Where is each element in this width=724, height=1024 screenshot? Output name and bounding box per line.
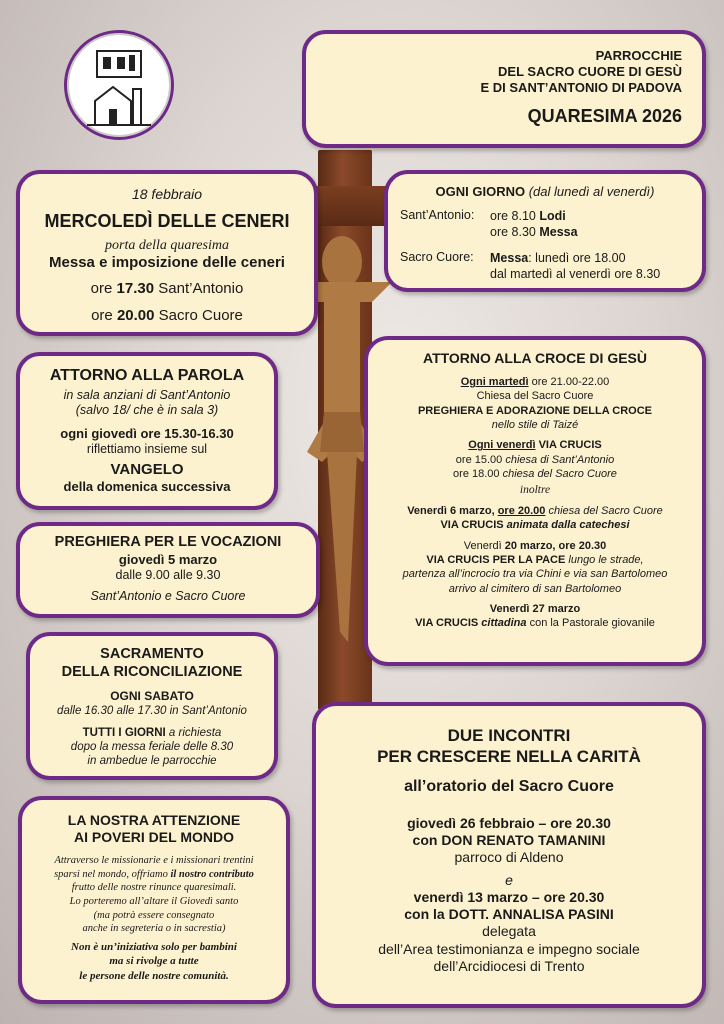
croce-v27-act xyxy=(368,616,702,630)
vocazioni-title: PREGHIERA PER LE VOCAZIONI xyxy=(54,534,282,550)
parola-line-4: riflettiamo insieme sul xyxy=(86,441,208,456)
croce-mar-style: nello stile di Taizé xyxy=(491,418,579,431)
sa-time-1 xyxy=(490,208,578,224)
sc-time-1-act: Messa xyxy=(490,251,529,265)
vocazioni-time: dalle 9.00 alle 9.30 xyxy=(115,567,221,582)
ceneri-place-1: Sant’Antonio xyxy=(158,280,244,298)
ceneri-schedule-2 xyxy=(20,307,314,325)
ceneri-title: MERCOLEDÌ DELLE CENERI xyxy=(44,211,290,232)
croce-martedi xyxy=(368,375,702,432)
croce-box xyxy=(364,336,706,666)
sc-label: Sacro Cuore: xyxy=(400,250,474,264)
riconciliazione-sabato-time: dalle 16.30 alle 17.30 in Sant’Antonio xyxy=(57,705,247,717)
ogni-giorno-title: OGNI GIORNO xyxy=(435,184,526,199)
vocazioni-places: Sant’Antonio e Sacro Cuore xyxy=(90,588,246,603)
croce-v6 xyxy=(368,504,702,533)
croce-v6-line xyxy=(368,504,702,518)
croce-mar-line xyxy=(368,375,702,389)
sa-times xyxy=(490,208,578,241)
riconciliazione-sabato: OGNI SABATO xyxy=(110,689,194,704)
ceneri-place-2: Sacro Cuore xyxy=(158,306,243,324)
ogni-giorno-box xyxy=(384,170,706,292)
sa-time-2-act: Messa xyxy=(539,225,578,240)
incontri-and: e xyxy=(505,872,513,889)
croce-v20-pre: Venerdì xyxy=(463,539,505,552)
poveri-text xyxy=(22,854,286,983)
poveri-line-6: anche in segreteria o in sacrestia) xyxy=(82,923,226,935)
sa-time-1-act: Lodi xyxy=(539,209,566,223)
sc-time-2: dal martedì al venerdì ore 8.30 xyxy=(490,267,661,282)
poveri-line-9: le persone delle nostre comunità. xyxy=(79,969,229,982)
croce-mar-label: Ogni martedì xyxy=(460,376,529,389)
sc-time-1 xyxy=(490,250,660,266)
ceneri-desc: Messa e imposizione delle ceneri xyxy=(49,254,285,272)
croce-v27-act-main: VIA CRUCIS xyxy=(415,617,482,630)
croce-v20-act-main: VIA CRUCIS PER LA PACE xyxy=(426,553,566,566)
croce-v6-date: Venerdì 6 marzo, xyxy=(407,505,498,518)
riconciliazione-box xyxy=(26,632,278,780)
croce-ven-t2-place: chiesa del Sacro Cuore xyxy=(499,467,617,480)
croce-inoltre: inoltre xyxy=(519,484,551,497)
incontri-title-2: PER CRESCERE NELLA CARITÀ xyxy=(377,746,641,766)
riconciliazione-title-1: SACRAMENTO xyxy=(100,646,204,662)
header-line-2: DEL SACRO CUORE DI GESÙ xyxy=(498,63,682,79)
parola-line-2: (salvo 18/ che è in sala 3) xyxy=(75,402,219,417)
incontri-where: all’oratorio del Sacro Cuore xyxy=(404,778,614,796)
croce-v6-time: ore 20.00 xyxy=(497,505,546,518)
croce-ven-act: VIA CRUCIS xyxy=(535,439,602,452)
croce-mar-time: ore 21.00-22.00 xyxy=(528,376,610,389)
churches-logo-icon xyxy=(67,33,171,137)
sc-time-1-rest: : lunedì ore 18.00 xyxy=(528,251,626,265)
croce-v27 xyxy=(368,602,702,631)
croce-v20-line-3: partenza all’incrocio tra via Chini e via san Bartolomeo xyxy=(402,568,668,581)
poveri-line-8: ma si rivolge a tutte xyxy=(109,955,199,968)
incontri-box xyxy=(312,702,706,1008)
sc-times xyxy=(490,250,660,283)
ceneri-schedule-1 xyxy=(20,280,314,298)
croce-v20-line-4: arrivo al cimitero di san Bartolomeo xyxy=(448,582,622,595)
incontri-title-1: DUE INCONTRI xyxy=(447,726,571,745)
poveri-title-2: AI POVERI DEL MONDO xyxy=(74,829,234,846)
croce-v6-act-detail: animata dalla catechesi xyxy=(506,519,630,532)
header-box xyxy=(302,30,706,148)
ceneri-time-2: 20.00 xyxy=(116,306,155,324)
croce-v20-act xyxy=(368,553,702,567)
riconciliazione-line-3: in ambedue le parrocchie xyxy=(87,755,217,768)
croce-ven-label: Ogni venerdì xyxy=(468,439,536,452)
poveri-line-2-pre: sparsi nel mondo, offriamo xyxy=(54,868,171,880)
croce-v6-place: chiesa del Sacro Cuore xyxy=(545,505,663,518)
parola-line-6: della domenica successiva xyxy=(63,479,231,495)
poveri-line-4: Lo porteremo all’altare il Giovedì santo xyxy=(69,896,239,908)
incontri-e2-line-1: dell’Area testimonianza e impegno sociale xyxy=(378,940,640,957)
riconciliazione-tutti-note: a richiesta xyxy=(165,727,222,740)
poveri-line-7: Non è un’iniziativa solo per bambini xyxy=(71,941,237,953)
vocazioni-box xyxy=(16,522,320,618)
croce-v20-act-detail: lungo le strade, xyxy=(565,553,644,566)
croce-v6-act xyxy=(368,518,702,532)
croce-ven-line xyxy=(368,438,702,452)
croce-v6-act-main: VIA CRUCIS xyxy=(440,519,507,532)
header-line-3: E DI SANT’ANTONIO DI PADOVA xyxy=(480,79,682,95)
croce-v20 xyxy=(368,539,702,596)
riconciliazione-tutti-label: TUTTI I GIORNI xyxy=(82,727,166,740)
ceneri-time-1: 17.30 xyxy=(116,280,155,298)
croce-ven-t1-hour: ore 15.00 xyxy=(455,453,503,466)
parola-box xyxy=(16,352,278,510)
sa-label: Sant’Antonio: xyxy=(400,208,475,222)
sa-time-1-hour: ore 8.10 xyxy=(490,209,536,223)
croce-mar-place: Chiesa del Sacro Cuore xyxy=(476,390,594,403)
croce-v20-date: 20 marzo, ore 20.30 xyxy=(504,539,607,552)
vocazioni-date: giovedì 5 marzo xyxy=(118,551,218,567)
ceneri-date: 18 febbraio xyxy=(131,186,203,202)
parish-logo xyxy=(64,30,174,140)
poveri-line-5: (ma potrà essere consegnato xyxy=(93,909,215,921)
incontri-e2-role: delegata xyxy=(482,923,536,940)
croce-v27-act-type: cittadina xyxy=(481,617,527,630)
ceneri-box xyxy=(16,170,318,336)
croce-title: ATTORNO ALLA CROCE DI GESÙ xyxy=(423,350,647,366)
croce-venerdi xyxy=(368,438,702,498)
parola-line-1: in sala anziani di Sant’Antonio xyxy=(63,387,231,402)
riconciliazione-tutti xyxy=(30,726,274,740)
incontri-e1-date: giovedì 26 febbraio – ore 20.30 xyxy=(407,814,611,831)
parola-title: ATTORNO ALLA PAROLA xyxy=(49,367,245,384)
poveri-line-3: frutto delle nostre rinunce quaresimali. xyxy=(71,882,237,894)
poveri-title-1: LA NOSTRA ATTENZIONE xyxy=(67,812,241,828)
incontri-e2-who: con la DOTT. ANNALISA PASINI xyxy=(404,906,614,923)
incontri-e1-role: parroco di Aldeno xyxy=(454,849,564,866)
croce-v27-date: Venerdì 27 marzo xyxy=(489,602,581,615)
poveri-line-2 xyxy=(22,868,286,882)
riconciliazione-line-2: dopo la messa feriale delle 8.30 xyxy=(70,741,234,754)
sa-time-2 xyxy=(490,224,578,240)
poveri-box xyxy=(18,796,290,1004)
ceneri-ore-1: ore xyxy=(90,280,113,298)
page-title: QUARESIMA 2026 xyxy=(527,105,682,126)
croce-ven-t2-hour: ore 18.00 xyxy=(453,467,500,480)
ogni-giorno-note: (dal lunedì al venerdì) xyxy=(528,184,655,199)
croce-ven-t2 xyxy=(368,467,702,481)
incontri-e1-who: con DON RENATO TAMANINI xyxy=(412,832,606,849)
riconciliazione-title-2: DELLA RICONCILIAZIONE xyxy=(61,663,243,680)
croce-mar-act: PREGHIERA E ADORAZIONE DELLA CROCE xyxy=(417,404,653,417)
parola-line-3: ogni giovedì ore 15.30-16.30 xyxy=(60,426,234,442)
parola-line-5: VANGELO xyxy=(110,461,184,479)
sa-time-2-hour: ore 8.30 xyxy=(490,225,536,240)
ogni-giorno-heading xyxy=(388,184,702,200)
header-line-1: PARROCCHIE xyxy=(595,48,682,63)
croce-v20-line xyxy=(368,539,702,553)
incontri-e2-date: venerdì 13 marzo – ore 20.30 xyxy=(413,889,605,906)
incontri-e2-line-2: dell’Arcidiocesi di Trento xyxy=(433,957,585,974)
croce-ven-t1 xyxy=(368,453,702,467)
croce-v27-act-rest: con la Pastorale giovanile xyxy=(526,617,655,630)
croce-ven-t1-place: chiesa di Sant’Antonio xyxy=(502,453,615,466)
poveri-line-2-bold: il nostro contributo xyxy=(170,868,254,880)
poveri-line-1: Attraverso le missionarie e i missionari trentini xyxy=(54,855,254,867)
ceneri-ore-2: ore xyxy=(91,306,113,324)
ceneri-subtitle: porta della quaresima xyxy=(105,238,229,254)
